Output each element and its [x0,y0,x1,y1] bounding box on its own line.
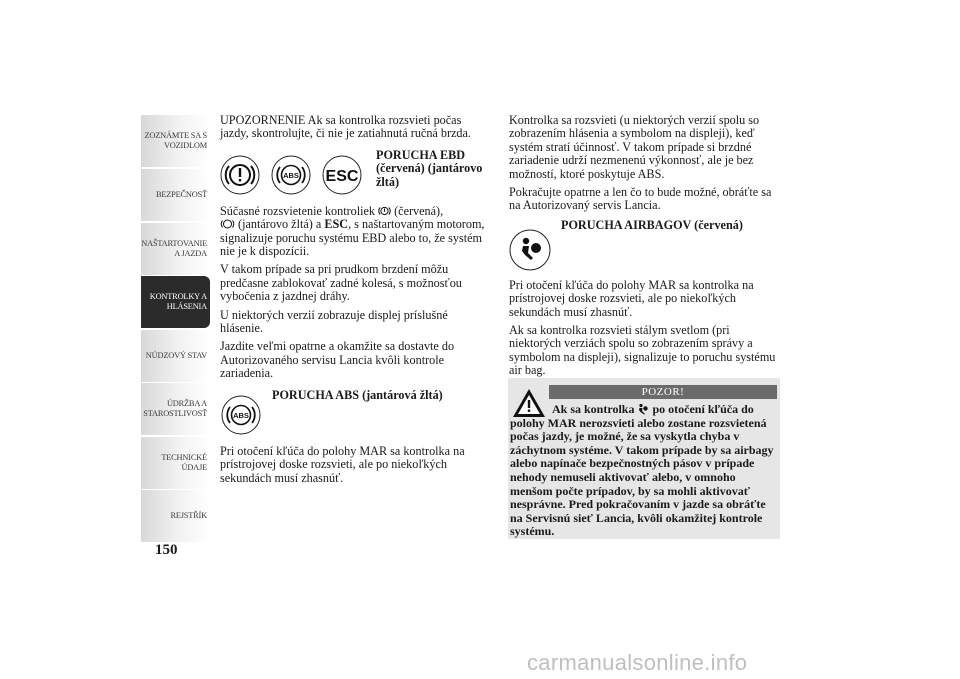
svg-text:ABS: ABS [233,410,249,420]
abs-icon [270,155,312,195]
warning-intro: UPOZORNENIE Ak sa kontrolka rozsvieti počas jazdy, skontrolujte, či nie je zatiahnutá ručná brzda. [220,113,471,141]
brake-warning-icon [220,155,260,195]
tab-kontrolky[interactable]: KONTROLKY A HLÁSENIA [141,276,210,328]
ebd-paragraph-3: U niektorých verzií zobrazuje displej príslušné hlásenie. [220,307,448,336]
svg-text:ABS: ABS [283,170,299,180]
abs-paragraph-1: Pri otočení kľúča do polohy MAR sa kontrolka na prístrojovej doske rozsvieti, ale po niekoľkých sekundách musí zhasnúť. [220,443,465,485]
tab-bezpecnost[interactable]: BEZPEČNOSŤ [141,169,210,221]
airbag-inline-icon [637,403,649,415]
airbag-section-header [509,219,781,271]
watermark: carmanualsonline.info [527,650,748,675]
warning-title: POZOR! [549,385,777,399]
abs-continued-paragraph-2: Pokračujte opatrne a len čo to bude možné, obráťte sa na Autorizovaný servis Lancia. [509,185,772,213]
abs-section-icon [220,395,262,435]
esc-icon [322,155,362,195]
right-column [509,114,781,383]
svg-text:ESC: ESC [325,167,359,185]
airbag-paragraph-1: Pri otočení kľúča do polohy MAR sa kontrolka na prístrojovej doske rozsvieti, ale po niekoľkých sekundách musí zhasnúť. [509,277,754,319]
ebd-paragraph-2: V takom prípade sa pri prudkom brzdení môžu predčasne zablokovať zadné kolesá, s možnosťou vybočenia z jazdnej dráhy. [220,262,462,304]
warning-text: Ak sa kontrolka po otočení kľúča do polohy MAR nerozsvieti alebo zostane rozsvietená počas jazdy, je možné, že sa vyskytla chyba v záchytnom systéme. V takom prípade by sa airbagy alebo napínače bezpečnostných pásov v prípade nehody nemuseli aktivovať alebo, v omnoho menšom počte prípadov, by sa mohli aktivovať nesprávne. Pred pokračovaním v jazde sa obráťte na Servisnú sieť Lancia, kvôli okamžitej kontrole systému. [510,402,774,539]
abs-inline-icon [220,218,235,230]
ebd-paragraph-1: Súčasné rozsvietenie kontroliek (červená), (jantárovo žltá) a ESC, s naštartovaným motorom, signalizuje poruchu systému EBD alebo to, že systém nie je k dispozícii. [220,203,485,259]
ebd-heading: PORUCHA EBD (červená) (jantárovo žltá) [376,147,483,189]
airbag-icon [509,229,551,271]
abs-heading: PORUCHA ABS (jantárová žltá) [272,387,443,402]
left-column [220,114,492,490]
tab-technicke-udaje[interactable]: TECHNICKÉ ÚDAJE [141,437,210,489]
ebd-paragraph-4: Jazdite veľmi opatrne a okamžite sa dostavte do Autorizovaného servisu Lancia kvôli kontrole zariadenia. [220,339,455,381]
ebd-icons [220,155,370,195]
tab-udrzba[interactable]: ÚDRŽBA A STAROSTLIVOSŤ [141,383,210,435]
tab-nastartovanie[interactable]: NAŠTARTOVANIE A JAZDA [141,223,210,275]
page-number: 150 [155,542,178,558]
tab-zoznamte-sa[interactable]: ZOZNÁMTE SA S VOZIDLOM [141,115,210,167]
abs-continued-paragraph: Kontrolka sa rozsvieti (u niektorých verzií spolu so zobrazením hlásenia a symbolom na displeji), keď systém stratí účinnosť. V takom prípade si brzdné zariadenie udrží nezmenenú výkonnosť, ale je bez možností, ktoré poskytuje ABS. [509,113,760,181]
tab-rejstrik[interactable]: REJSTŘÍK [141,490,210,542]
tab-nudzovy-stav[interactable]: NÚDZOVÝ STAV [141,330,210,382]
ebd-section-header [220,149,492,195]
brake-warning-inline-icon [378,205,391,217]
airbag-paragraph-2: Ak sa kontrolka rozsvieti stálym svetlom (pri niektorých verziách spolu so zobrazením správy a symbolom na displeji), signalizuje to poruchu systému air bag. [509,323,776,378]
airbag-heading: PORUCHA AIRBAGOV (červená) [561,217,743,232]
abs-section-header [220,389,492,435]
